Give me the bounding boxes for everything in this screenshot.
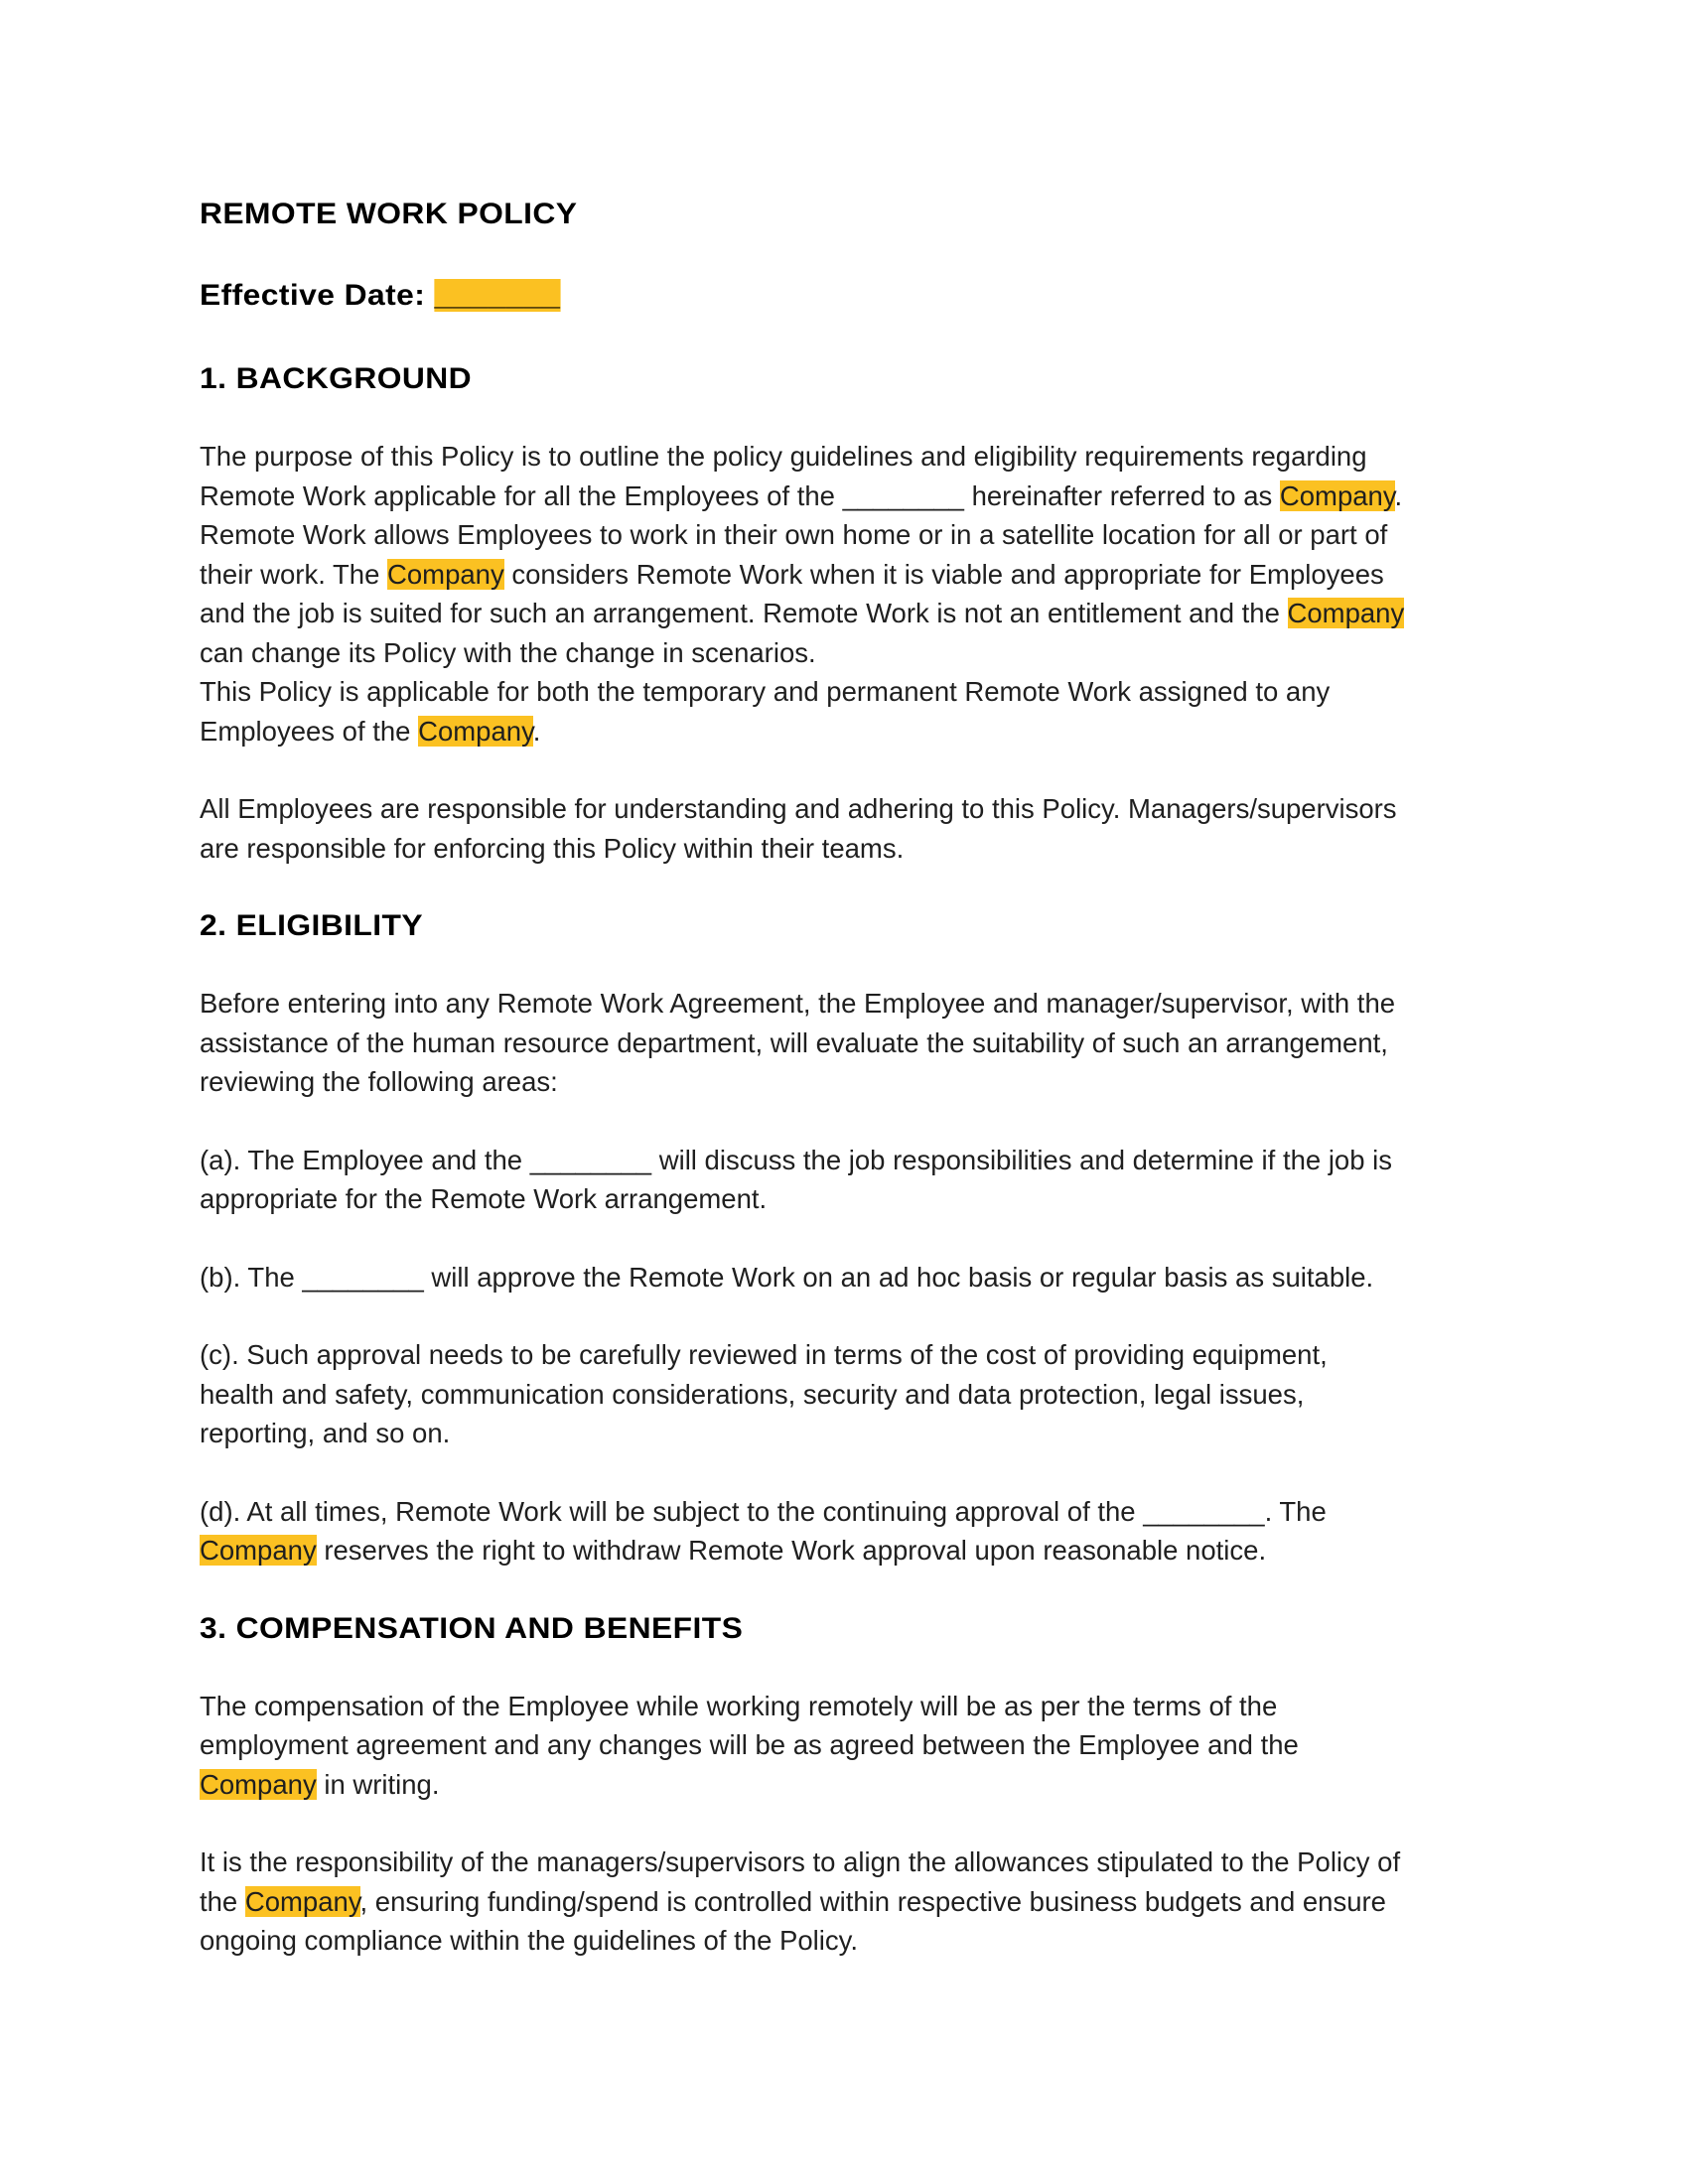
text-segment: their work. The — [200, 558, 388, 590]
text-segment: can change its Policy with the change in scenarios. — [200, 636, 816, 668]
text-line — [200, 594, 1490, 633]
text-line — [200, 515, 1490, 555]
company-placeholder[interactable]: Company — [244, 1885, 360, 1917]
paragraph — [200, 1258, 1490, 1297]
text-segment: The purpose of this Policy is to outline the policy guidelines and eligibility requirements regarding — [200, 441, 1367, 472]
text-line — [200, 1179, 1490, 1219]
text-segment: It is the responsibility of the managers/supervisors to align the allowances stipulated to the Policy of — [200, 1846, 1401, 1877]
text-line — [200, 1335, 1490, 1375]
text-line — [200, 1024, 1490, 1063]
text-segment: reporting, and so on. — [200, 1418, 451, 1448]
text-segment: Remote Work applicable for all the Employees of the ________ hereinafter referred to as — [200, 479, 1280, 511]
text-line — [200, 1725, 1490, 1765]
section-heading: 1. BACKGROUND — [200, 362, 473, 395]
paragraph — [200, 1687, 1490, 1805]
text-line — [200, 712, 1490, 751]
text-segment: Before entering into any Remote Work Agreement, the Employee and manager/supervisor, with the — [200, 988, 1396, 1019]
text-segment: Employees of the — [200, 715, 419, 747]
text-line — [200, 984, 1490, 1024]
section-heading: 3. COMPENSATION AND BENEFITS — [200, 1611, 744, 1645]
text-segment: (b). The ________ will approve the Remote Work on an ad hoc basis or regular basis as suitable. — [200, 1261, 1374, 1293]
paragraph — [200, 437, 1490, 751]
paragraph — [200, 984, 1490, 1102]
company-placeholder[interactable]: Company — [1279, 479, 1395, 511]
text-segment: . — [532, 715, 541, 747]
paragraph — [200, 1492, 1490, 1570]
text-segment: All Employees are responsible for understanding and adhering to this Policy. Managers/supervisors — [200, 793, 1397, 824]
paragraph — [200, 1335, 1490, 1453]
text-segment: assistance of the human resource department, will evaluate the suitability of such an arrangement, — [200, 1026, 1388, 1058]
effective-date — [200, 276, 1568, 316]
text-line — [200, 1843, 1490, 1882]
text-line — [200, 1765, 1490, 1805]
text-line — [200, 477, 1490, 516]
section-1 — [200, 359, 1490, 868]
text-line — [200, 1687, 1490, 1726]
company-placeholder[interactable]: Company — [1287, 598, 1405, 628]
document-page — [200, 195, 1490, 1999]
text-segment: considers Remote Work when it is viable and appropriate for Employees — [503, 558, 1384, 590]
paragraph — [200, 789, 1490, 868]
document-body — [200, 359, 1490, 1961]
text-line — [200, 555, 1490, 595]
text-line — [200, 1492, 1490, 1532]
text-line — [200, 633, 1490, 673]
text-line — [200, 1141, 1490, 1180]
text-line — [200, 1414, 1490, 1453]
effective-date-placeholder[interactable]: _______ — [434, 279, 561, 312]
text-segment: , ensuring funding/spend is controlled within respective business budgets and ensure — [359, 1885, 1386, 1917]
text-segment: appropriate for the Remote Work arrangement. — [200, 1183, 768, 1214]
text-segment: . — [1394, 479, 1403, 511]
text-segment: reserves the right to withdraw Remote Work approval upon reasonable notice. — [316, 1535, 1267, 1566]
company-placeholder[interactable]: Company — [200, 1768, 317, 1800]
company-placeholder[interactable]: Company — [200, 1535, 317, 1566]
paragraph — [200, 1843, 1490, 1961]
text-line — [200, 1882, 1490, 1922]
text-segment: (c). Such approval needs to be carefully reviewed in terms of the cost of providing equipment, — [200, 1339, 1328, 1370]
text-line — [200, 437, 1490, 477]
text-segment: health and safety, communication considerations, security and data protection, legal issues, — [200, 1378, 1305, 1410]
text-line — [200, 1258, 1490, 1297]
text-segment: in writing. — [316, 1768, 440, 1800]
text-line — [200, 789, 1490, 829]
text-segment: the — [200, 1885, 245, 1917]
section-heading: 2. ELIGIBILITY — [200, 909, 424, 942]
text-segment: reviewing the following areas: — [200, 1066, 558, 1097]
text-segment: Remote Work allows Employees to work in their own home or in a satellite location for all or part of — [200, 519, 1388, 550]
text-line — [200, 1375, 1490, 1415]
effective-date-label: Effective Date: — [200, 279, 426, 312]
text-line — [200, 1531, 1490, 1570]
text-segment: This Policy is applicable for both the temporary and permanent Remote Work assigned to any — [200, 676, 1331, 707]
company-placeholder[interactable]: Company — [418, 715, 533, 747]
text-line — [200, 672, 1490, 712]
text-segment: are responsible for enforcing this Policy within their teams. — [200, 832, 905, 864]
text-segment: (a). The Employee and the ________ will discuss the job responsibilities and determine if the job is — [200, 1144, 1393, 1175]
text-segment: The compensation of the Employee while working remotely will be as per the terms of the — [200, 1690, 1278, 1721]
section-2 — [200, 906, 1490, 1570]
text-line — [200, 1921, 1490, 1961]
text-segment: employment agreement and any changes will be as agreed between the Employee and the — [200, 1729, 1299, 1760]
text-segment: (d). At all times, Remote Work will be subject to the continuing approval of the ________. The — [200, 1495, 1327, 1527]
document-title: REMOTE WORK POLICY — [200, 198, 578, 230]
section-3 — [200, 1609, 1490, 1961]
text-line — [200, 829, 1490, 869]
text-line — [200, 1062, 1490, 1102]
text-segment: ongoing compliance within the guidelines of the Policy. — [200, 1925, 858, 1956]
paragraph — [200, 1141, 1490, 1219]
company-placeholder[interactable]: Company — [387, 558, 504, 590]
text-segment: and the job is suited for such an arrangement. Remote Work is not an entitlement and the — [200, 598, 1288, 628]
